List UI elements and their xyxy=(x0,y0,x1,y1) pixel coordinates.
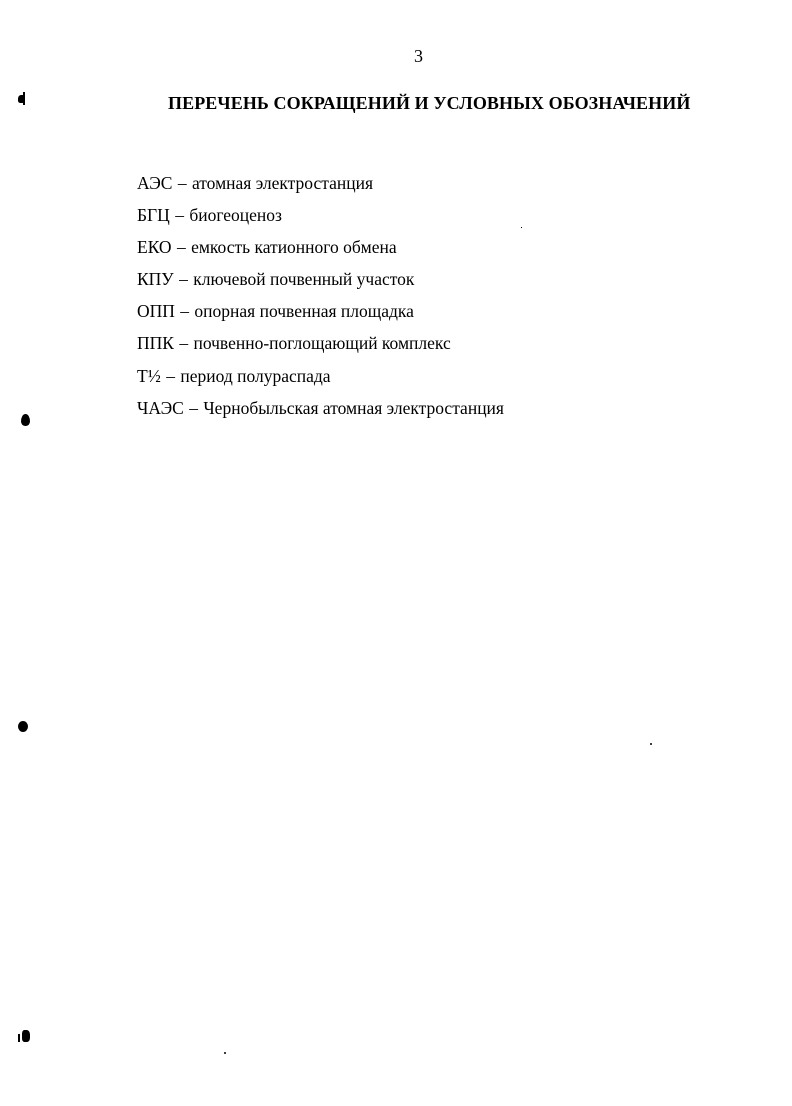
abbreviation-separator: – xyxy=(179,333,189,354)
binder-hole-mark xyxy=(21,414,30,426)
abbreviation-term: АЭС xyxy=(137,173,173,193)
list-item xyxy=(137,199,504,231)
abbreviation-term: ППК xyxy=(137,333,174,354)
scan-speck xyxy=(650,743,652,745)
abbreviation-separator: – xyxy=(177,173,187,193)
abbreviation-separator: – xyxy=(176,237,186,258)
abbreviation-separator: – xyxy=(175,205,184,226)
abbreviation-definition: биогеоценоз xyxy=(189,205,282,226)
abbreviation-term: КПУ xyxy=(137,269,174,290)
abbreviation-definition: емкость катионного обмена xyxy=(191,237,397,258)
page-title: ПЕРЕЧЕНЬ СОКРАЩЕНИЙ И УСЛОВНЫХ ОБОЗНАЧЕНИЙ xyxy=(168,93,691,113)
list-item xyxy=(137,231,504,263)
list-item xyxy=(137,263,504,295)
abbreviation-term: ОПП xyxy=(137,301,175,322)
abbreviation-list xyxy=(137,167,504,424)
abbreviation-term: БГЦ xyxy=(137,205,170,226)
list-item xyxy=(137,295,504,327)
list-item xyxy=(137,392,504,424)
abbreviation-term: Т½ xyxy=(137,365,161,386)
abbreviation-definition: атомная электростанция xyxy=(191,173,374,193)
abbreviation-separator: – xyxy=(179,269,188,290)
abbreviation-definition: ключевой почвенный участок xyxy=(193,269,415,290)
list-item xyxy=(137,327,504,359)
binder-hole-mark xyxy=(18,721,28,732)
scan-speck xyxy=(521,227,522,228)
abbreviation-separator: – xyxy=(166,365,175,386)
abbreviation-term: ЕКО xyxy=(137,237,172,258)
abbreviation-definition: период полураспада xyxy=(180,365,331,386)
binder-hole-mark xyxy=(22,1030,30,1042)
list-item xyxy=(137,360,504,392)
abbreviation-definition: Чернобыльская атомная электростанция xyxy=(203,397,504,418)
abbreviation-separator: – xyxy=(189,397,198,418)
abbreviation-definition: опорная почвенная площадка xyxy=(194,301,414,322)
abbreviation-separator: – xyxy=(180,301,190,322)
page-number: 3 xyxy=(414,46,423,66)
scan-speck xyxy=(224,1052,226,1054)
abbreviation-definition: почвенно-поглощающий комплекс xyxy=(193,333,451,354)
abbreviation-term: ЧАЭС xyxy=(137,397,184,418)
binder-hole-mark xyxy=(23,92,25,105)
list-item xyxy=(137,167,504,199)
binder-hole-mark xyxy=(18,1034,20,1042)
